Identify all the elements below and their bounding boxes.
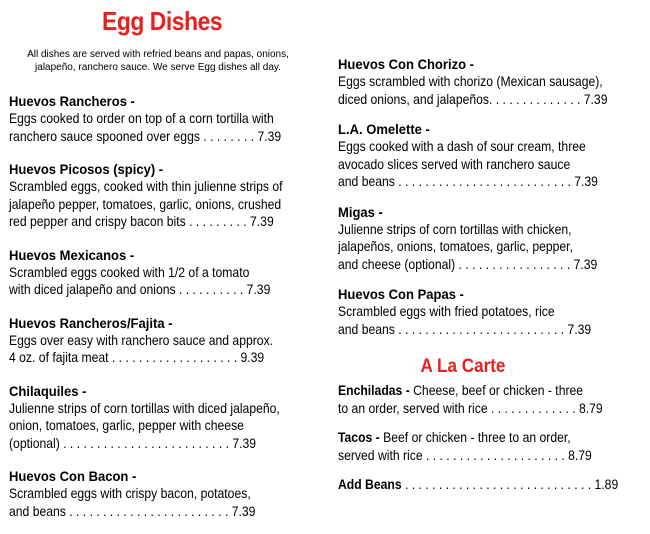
- menu-item: [9, 467, 313, 520]
- item-spacer: [9, 367, 313, 382]
- menu-item-name: Migas -: [338, 203, 383, 220]
- a-la-carte-label: Tacos -: [338, 429, 380, 445]
- menu-item-name: Huevos Con Papas -: [338, 286, 464, 302]
- item-spacer: [338, 191, 642, 203]
- intro-note: [12, 48, 304, 74]
- menu-item-description: 4 oz. of fajita meat . . . . . . . . . . . . . . . . . . . 9.39: [9, 349, 265, 365]
- menu-item-description: (optional) . . . . . . . . . . . . . . . . . . . . . . . . . 7.39: [9, 434, 257, 451]
- menu-item: [9, 382, 313, 453]
- intro-line: All dishes are served with refried beans and papas, onions,: [27, 49, 289, 60]
- menu-item: [338, 285, 642, 338]
- menu-item-description: Julienne strips of corn tortillas with chicken,: [338, 220, 572, 237]
- menu-item-description: and beans . . . . . . . . . . . . . . . . . . . . . . . . . . 7.39: [338, 173, 598, 189]
- menu-item-name: Huevos Rancheros -: [9, 93, 135, 109]
- a-la-carte-item: [338, 382, 642, 417]
- a-la-carte-description: to an order, served with rice . . . . . . . . . . . . . 8.79: [338, 399, 603, 416]
- menu-item: [338, 120, 642, 191]
- menu-item-name: L.A. Omelette -: [338, 121, 430, 137]
- menu-item: [9, 246, 313, 299]
- item-spacer: [338, 273, 642, 285]
- item-spacer: [338, 417, 642, 429]
- item-spacer: [338, 464, 642, 476]
- menu-item-description: Julienne strips of corn tortillas with diced jalapeño,: [9, 399, 280, 416]
- menu-item: [338, 203, 642, 274]
- a-la-carte-first-line: [338, 429, 602, 447]
- menu-item-description: and beans . . . . . . . . . . . . . . . . . . . . . . . . 7.39: [9, 502, 256, 519]
- menu-item-description: diced onions, and jalapeños. . . . . . . . . . . . . . 7.39: [338, 90, 608, 107]
- right-menu-column: [338, 55, 642, 494]
- a-la-carte-item: [338, 429, 642, 464]
- menu-item-description: with diced jalapeño and onions . . . . . . . . . . 7.39: [9, 281, 271, 297]
- menu-item-description: and cheese (optional) . . . . . . . . . . . . . . . . . 7.39: [338, 255, 598, 272]
- a-la-carte-description: Beef or chicken - three to an order,: [379, 429, 571, 445]
- menu-item-description: Eggs cooked with a dash of sour cream, three: [338, 138, 586, 154]
- menu-item-name: Chilaquiles -: [9, 382, 87, 399]
- menu-item-description: and beans . . . . . . . . . . . . . . . . . . . . . . . . . 7.39: [338, 320, 592, 337]
- menu-item-description: Eggs over easy with ranchero sauce and approx.: [9, 331, 274, 348]
- item-spacer: [9, 231, 313, 246]
- menu-item: [338, 55, 642, 108]
- a-la-carte-title: A La Carte: [420, 356, 506, 377]
- a-la-carte-first-line: [338, 382, 602, 400]
- menu-item-description: Eggs cooked to order on top of a corn tortilla with: [9, 110, 274, 126]
- a-la-carte-label: Enchiladas -: [338, 382, 410, 398]
- left-menu-column: [9, 92, 313, 520]
- menu-item-description: Scrambled eggs with fried potatoes, rice: [338, 303, 555, 319]
- menu-item: [9, 92, 313, 145]
- menu-item-description: red pepper and crispy bacon bits . . . . . . . . . 7.39: [9, 213, 274, 229]
- menu-item-description: onion, tomatoes, garlic, pepper with cheese: [9, 417, 244, 433]
- menu-item-description: ranchero sauce spooned over eggs . . . . . . . . 7.39: [9, 127, 282, 144]
- a-la-carte-description: served with rice . . . . . . . . . . . . . . . . . . . . . 8.79: [338, 446, 592, 463]
- menu-item-description: avocado slices served with ranchero sauce: [338, 155, 571, 172]
- menu-item-name: Huevos Mexicanos -: [9, 246, 135, 263]
- item-spacer: [9, 299, 313, 314]
- menu-item-description: Scrambled eggs cooked with 1/2 of a tomato: [9, 263, 250, 280]
- page-title: Egg Dishes: [102, 6, 223, 36]
- menu-item-name: Huevos Con Chorizo -: [338, 56, 474, 72]
- item-spacer: [9, 145, 313, 160]
- menu-item-description: Eggs scrambled with chorizo (Mexican sausage),: [338, 73, 603, 89]
- menu-item-name: Huevos Rancheros/Fajita -: [9, 314, 173, 331]
- menu-item-description: jalapeño pepper, tomatoes, garlic, onions, crushed: [9, 195, 282, 212]
- menu-item-description: Scrambled eggs with crispy bacon, potatoes,: [9, 485, 251, 501]
- menu-item-description: Scrambled eggs, cooked with thin julienne strips of: [9, 178, 283, 194]
- menu-item-description: jalapeños, onions, tomatoes, garlic, pepper,: [338, 238, 573, 254]
- menu-item: [9, 314, 313, 367]
- item-spacer: [9, 452, 313, 467]
- a-la-carte-description: . . . . . . . . . . . . . . . . . . . . . . . . . . . . 1.89: [401, 476, 619, 492]
- menu-item: [9, 160, 313, 231]
- menu-item-name: Huevos Picosos (spicy) -: [9, 161, 164, 177]
- a-la-carte-description: Cheese, beef or chicken - three: [409, 382, 584, 398]
- intro-line: jalapeño, ranchero sauce. We serve Egg dishes all day.: [35, 62, 281, 73]
- menu-item-name: Huevos Con Bacon -: [9, 468, 137, 484]
- a-la-carte-first-line: [338, 476, 619, 494]
- item-spacer: [338, 108, 642, 120]
- a-la-carte-label: Add Beans: [338, 476, 402, 492]
- a-la-carte-item: [338, 476, 642, 494]
